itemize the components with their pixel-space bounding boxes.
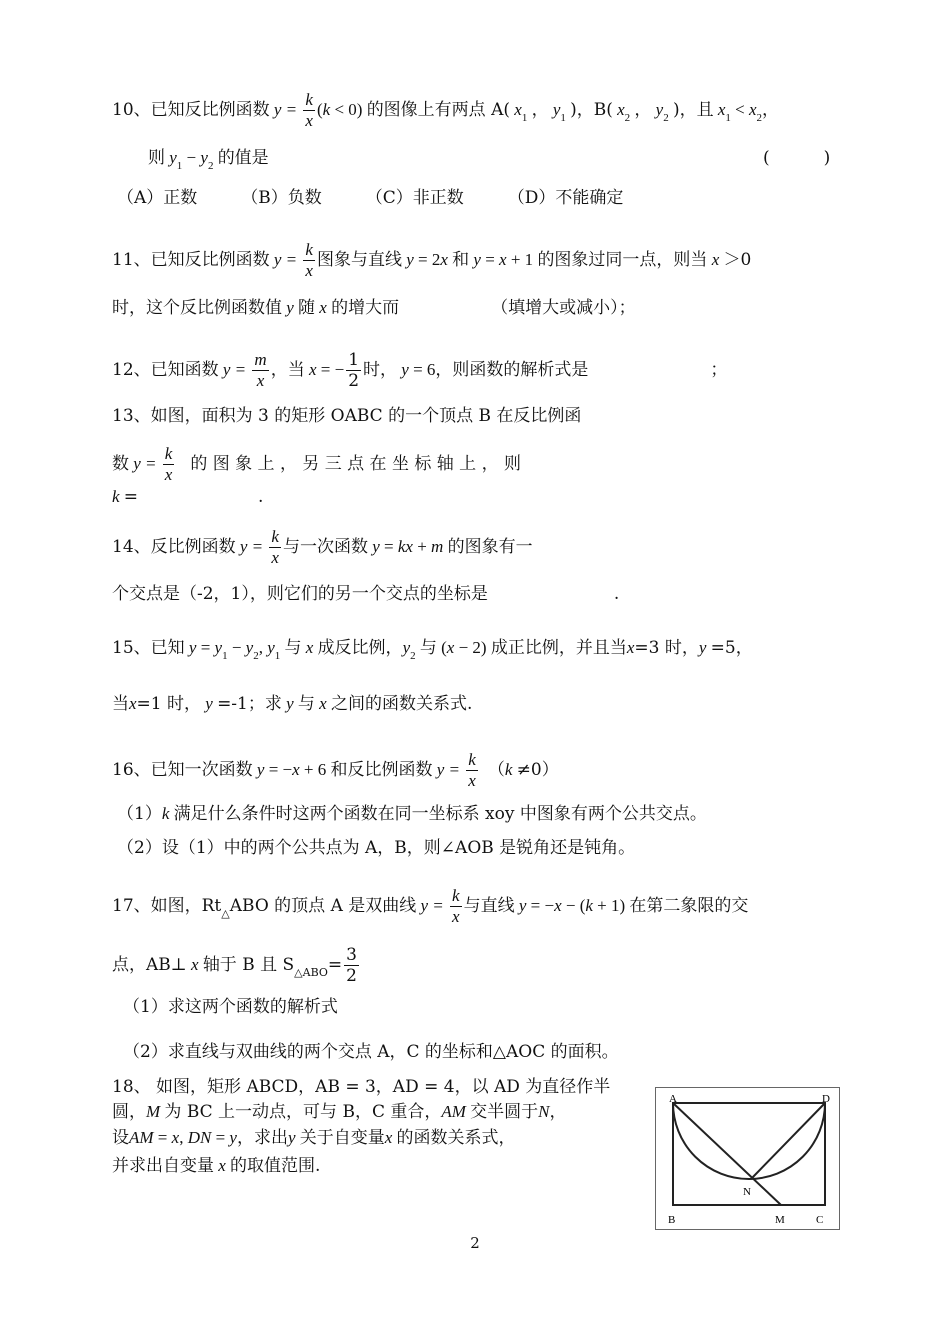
q18-line3: 设AM = x, DN = y，求出y 关于自变量x 的函数关系式， (112, 1128, 516, 1148)
rectangle-semicircle-figure (655, 1087, 840, 1230)
fraction-m-over-x: $\frac{m}{x}$ (254, 350, 267, 390)
q16-line1: 16、已知一次函数 y = −x + 6 和反比例函数 y = $\frac{k}{x}$ （k ≠0） (112, 750, 559, 790)
q10-line1: 10、已知反比例函数 y = $\frac{k}{x}$ (k < 0) 的图像上有两点 A( $x_1$ ， $y_1$ )，B( $x_2$ ， $y_2$ )，且 $x_1 < x_2$， (112, 90, 780, 130)
answer-paren: ( ) (763, 148, 831, 168)
fraction-k-over-x: $\frac{k}{x}$ (452, 886, 460, 926)
label-m: M (775, 1214, 785, 1226)
q16-part1: （1）k 满足什么条件时这两个函数在同一坐标系 xoy 中图象有两个公共交点。 (117, 804, 707, 824)
q16-part2: （2）设（1）中的两个公共点为 A，B，则∠AOB 是锐角还是钝角。 (117, 838, 636, 858)
q10-options (117, 186, 850, 210)
label-n: N (743, 1186, 751, 1198)
page-number: 2 (470, 1234, 480, 1252)
q18-line4: 并求出自变量 x 的取值范围. (112, 1156, 321, 1176)
fraction-k-over-x: $\frac{k}{x}$ (468, 750, 476, 790)
q14-line2: 个交点是（-2，1），则它们的另一个交点的坐标是 . (112, 584, 620, 604)
option-d: （D）不能确定 (507, 188, 624, 208)
label-c: C (816, 1214, 824, 1226)
fraction-k-over-x: $\frac{k}{x}$ (305, 240, 313, 280)
option-c: （C）非正数 (365, 188, 464, 208)
q17-line2: 点，AB⊥ x 轴于 B 且 $S_{\triangle ABO}=$ $\frac{3}{2}$ (112, 945, 357, 986)
fraction-k-over-x: $\frac{k}{x}$ (271, 527, 279, 567)
q12-line: 12、已知函数 y = $\frac{m}{x}$ ，当 x = − $\frac{1}{2}$ 时， y = 6，则函数的解析式是 ； (112, 350, 728, 391)
q18-line1: 18、 如图，矩形 ABCD，AB = 3，AD = 4，以 AD 为直径作半 (112, 1077, 611, 1097)
q13-line3: k = . (112, 487, 264, 507)
q15-line1: 15、已知 $y = y_1 - y_2$, $y_1$ 与 x 成反比例，$y_2$ 与 (x − 2) 成正比例，并且当x=3 时，y =5， (112, 638, 753, 662)
fraction-three-halves: $\frac{3}{2}$ (346, 945, 357, 986)
q17-part2: （2）求直线与双曲线的两个交点 A，C 的坐标和△AOC 的面积。 (123, 1042, 619, 1062)
line-am (673, 1103, 781, 1205)
label-a: A (669, 1093, 677, 1105)
q14-line1: 14、反比例函数 y = $\frac{k}{x}$ 与一次函数 y = kx + m 的图象有一 (112, 527, 533, 567)
option-b: （B）负数 (241, 188, 322, 208)
option-a: （A）正数 (117, 188, 198, 208)
q11-line2: 时，这个反比例函数值 y 随 x 的增大而 （填增大或减小）； (112, 298, 636, 318)
q15-line2: 当x=1 时， y =-1；求 y 与 x 之间的函数关系式. (112, 694, 473, 714)
semicircle (673, 1103, 825, 1179)
label-d: D (822, 1093, 830, 1105)
fraction-one-half: $\frac{1}{2}$ (348, 350, 360, 391)
q18-line2: 圆，M 为 BC 上一动点，可与 B，C 重合，AM 交半圆于N， (112, 1102, 567, 1122)
q13-line1: 13、如图，面积为 3 的矩形 OABC 的一个顶点 B 在反比例函 (112, 406, 582, 426)
q17-part1: （1）求这两个函数的解析式 (123, 997, 338, 1017)
fraction-k-over-x: $\frac{k}{x}$ (164, 444, 173, 484)
q11-line1: 11、已知反比例函数 y = $\frac{k}{x}$ 图象与直线 y = 2x 和 y = x + 1 的图象过同一点，则当 x ＞0 (112, 240, 752, 280)
label-b: B (668, 1214, 676, 1226)
q17-line1: 17、如图，$Rt_\triangle ABO$ 的顶点 A 是双曲线 y = $\frac{k}{x}$ 与直线 y = −x − (k + 1) 在第二象限的交 (112, 886, 749, 926)
q10-line2: 则 $y_1 - y_2$ 的值是 ( ) (148, 148, 831, 172)
fraction-k-over-x: $\frac{k}{x}$ (305, 90, 313, 130)
q13-line2: 数 y = $\frac{k}{x}$ 的 图 象 上 ， 另 三 点 在 坐 标 轴 上 ， 则 (112, 444, 521, 484)
